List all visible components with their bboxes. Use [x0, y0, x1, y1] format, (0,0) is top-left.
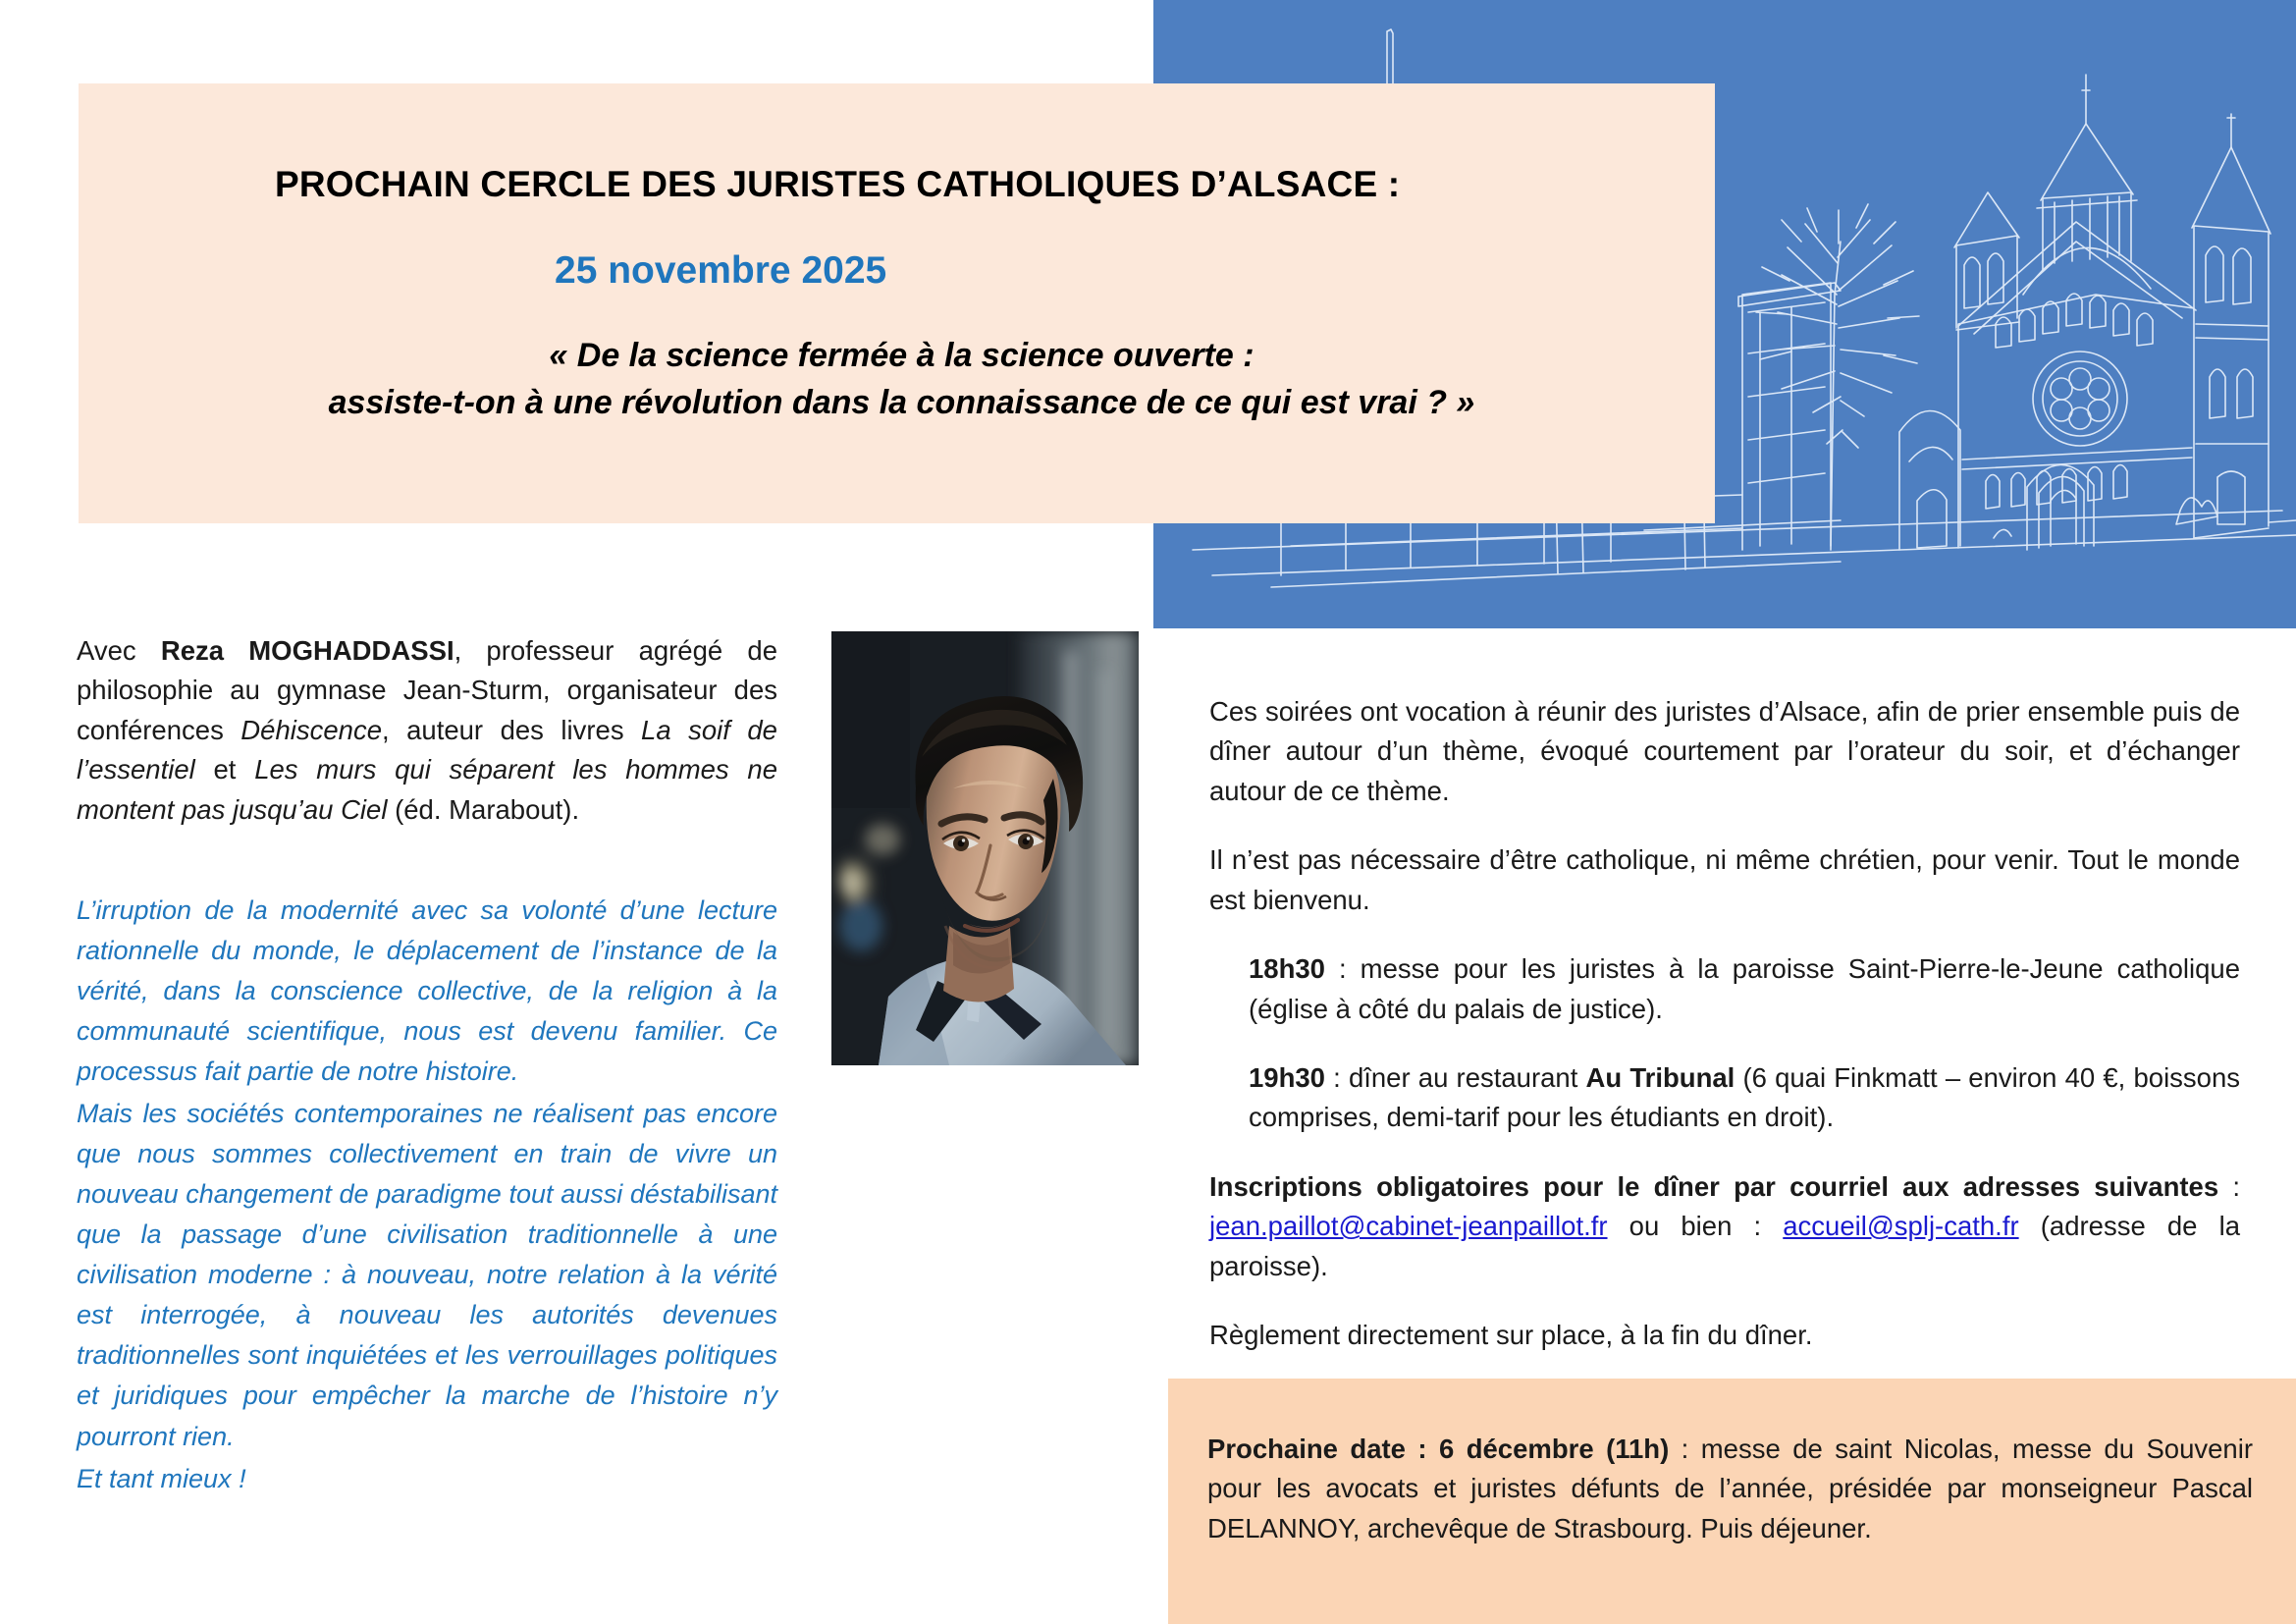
books-lead-in: , auteur des livres	[382, 714, 642, 745]
left-column	[77, 631, 777, 1499]
dinner-time: 19h30	[1249, 1061, 1325, 1093]
quote-line-1: « De la science fermée à la science ouverte :	[549, 337, 1255, 374]
dinner-separator: :	[1324, 1061, 1349, 1093]
next-date-paragraph	[1207, 1430, 2253, 1548]
speaker-portrait	[831, 631, 1139, 1065]
mass-description: messe pour les juristes à la paroisse Saint-Pierre-le-Jeune catholique (église à côté du palais de justice).	[1249, 953, 2240, 1024]
next-date-label: Prochaine date : 6 décembre (11h)	[1207, 1434, 1670, 1464]
page-title: PROCHAIN CERCLE DES JURISTES CATHOLIQUES D’ALSACE :	[275, 164, 1401, 204]
next-date-box	[1168, 1379, 2296, 1624]
book-title-2: Les murs qui séparent les hommes ne montent pas jusqu’au Ciel	[77, 754, 777, 825]
publisher-note: (éd. Marabout).	[387, 793, 580, 825]
dinner-text-before: dîner au restaurant	[1348, 1061, 1586, 1093]
registration-colon: :	[2218, 1170, 2241, 1202]
speaker-prefix: Avec	[77, 635, 161, 666]
registration-label: Inscriptions obligatoires pour le dîner par courriel aux adresses suivantes	[1209, 1170, 2219, 1202]
right-column	[1209, 692, 2240, 1384]
quote-line-2: assiste-t-on à une révolution dans la connaissance de ce qui est vrai ? »	[328, 384, 1475, 422]
payment-paragraph: Règlement directement sur place, à la fin du dîner.	[1209, 1320, 1813, 1351]
email-suffix: (adresse de la paroisse).	[1209, 1211, 2240, 1281]
speaker-name: Reza MOGHADDASSI	[160, 635, 454, 666]
abstract-paragraph-1: L’irruption de la modernité avec sa volonté d’une lecture rationnelle du monde, le déplacement de l’instance de la vérité, dans la conscience collective, de la religion à la communauté scientifique, nous est devenu familier. Ce processus fait partie de notre histoire.	[77, 895, 777, 1087]
abstract-paragraph-3: Et tant mieux !	[77, 1463, 246, 1493]
next-date-description: messe de saint Nicolas, messe du Souvenir pour les avocats et juristes défunts de l’année, présidée par monseigneur Pascal DELANNOY, archevêque de Strasbourg. Puis déjeuner.	[1207, 1434, 2253, 1543]
intro-paragraph: Ces soirées ont vocation à réunir des juristes d’Alsace, afin de prier ensemble puis de dîner autour d’un thème, évoqué courtement par l’orateur du soir, et d’échanger autour de ce thème.	[1209, 696, 2240, 806]
restaurant-name: Au Tribunal	[1585, 1061, 1735, 1093]
open-to-all-paragraph: Il n’est pas nécessaire d’être catholique, ni même chrétien, pour venir. Tout le monde est bienvenu.	[1209, 844, 2240, 915]
next-date-separator: :	[1669, 1434, 1701, 1464]
email-link-primary[interactable]: jean.paillot@cabinet-jeanpaillot.fr	[1209, 1211, 1608, 1242]
title-card	[79, 83, 1715, 523]
speaker-bio	[77, 631, 777, 830]
email-conjunction: ou bien :	[1607, 1211, 1784, 1242]
dinner-text-after: (6 quai Finkmatt – environ 40 €, boissons comprises, demi-tarif pour les étudiants en droit).	[1249, 1061, 2241, 1133]
conference-series-title: Déhiscence	[240, 714, 382, 745]
mass-separator: :	[1324, 953, 1361, 985]
event-date: 25 novembre 2025	[555, 249, 887, 292]
books-conjunction: et	[194, 754, 255, 785]
schedule-item-dinner	[1209, 1058, 2240, 1138]
speaker-portrait-image	[831, 631, 1139, 1065]
mass-time: 18h30	[1249, 953, 1325, 985]
schedule-item-mass	[1209, 949, 2240, 1029]
speaker-role: , professeur agrégé de philosophie au gymnase Jean-Sturm, organisateur des conférences	[77, 635, 777, 745]
email-link-secondary[interactable]: accueil@splj-cath.fr	[1783, 1211, 2019, 1242]
registration-paragraph	[1209, 1167, 2240, 1286]
book-title-1: La soif de l’essentiel	[77, 714, 777, 785]
abstract-paragraph-2: Mais les sociétés contemporaines ne réalisent pas encore que nous sommes collectivement en train de vivre un nouveau changement de paradigme tout aussi déstabilisant que la passage d’une civilisation traditionnelle à une civilisation moderne : à nouveau, notre relation à la vérité est interrogée, à nouveau les autorités devenues traditionnelles sont inquiétées et les verrouillages politiques et juridiques pour empêcher la marche de l’histoire n’y pourront rien.	[77, 1099, 777, 1451]
event-theme-quote	[275, 293, 1656, 427]
